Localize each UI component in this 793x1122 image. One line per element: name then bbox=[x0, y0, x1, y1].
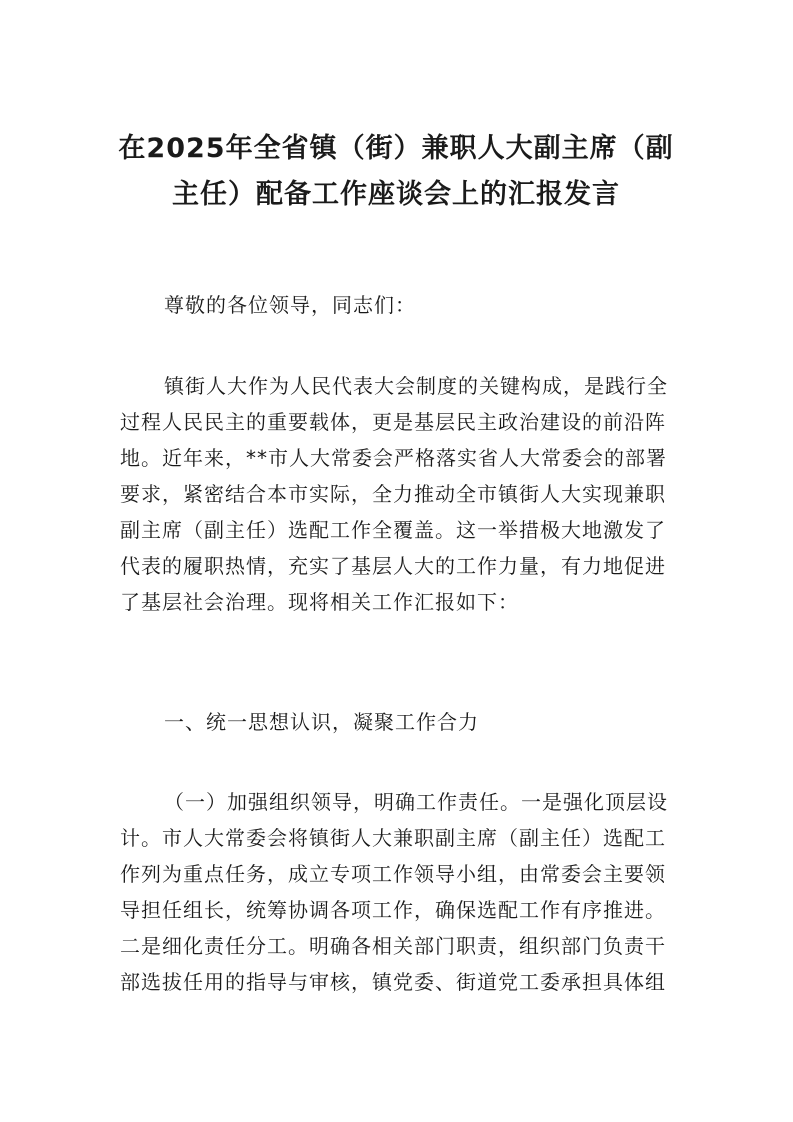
section-heading-1: 一、统一思想认识，凝聚工作合力 bbox=[164, 710, 479, 734]
paragraph-1-line: 要求，紧密结合本市实际，全力推动全市镇街人大实现兼职 bbox=[120, 482, 666, 506]
paragraph-2-line: 计。市人大常委会将镇街人大兼职副主席（副主任）选配工 bbox=[120, 826, 666, 850]
title-line-1: 在2025年全省镇（街）兼职人大副主席（副 bbox=[118, 133, 674, 164]
paragraph-1-line: 了基层社会治理。现将相关工作汇报如下： bbox=[120, 590, 519, 614]
greeting: 尊敬的各位领导，同志们： bbox=[164, 293, 416, 317]
paragraph-2-line: 部选拔任用的指导与审核，镇党委、街道党工委承担具体组 bbox=[120, 970, 666, 994]
paragraph-1-line: 副主席（副主任）选配工作全覆盖。这一举措极大地激发了 bbox=[120, 518, 666, 542]
paragraph-2 bbox=[120, 784, 676, 1000]
paragraph-2-line: （一）加强组织领导，明确工作责任。一是强化顶层设 bbox=[164, 790, 668, 814]
document-title bbox=[96, 126, 696, 218]
paragraph-1-line: 镇街人大作为人民代表大会制度的关键构成，是践行全 bbox=[164, 374, 668, 398]
paragraph-1-line: 地。近年来，**市人大常委会严格落实省人大常委会的部署 bbox=[120, 446, 667, 470]
paragraph-1-line: 代表的履职热情，充实了基层人大的工作力量，有力地促进 bbox=[120, 554, 666, 578]
title-line-2: 主任）配备工作座谈会上的汇报发言 bbox=[172, 179, 620, 210]
paragraph-1 bbox=[120, 368, 676, 620]
paragraph-2-line: 作列为重点任务，成立专项工作领导小组，由常委会主要领 bbox=[120, 862, 666, 886]
paragraph-1-line: 过程人民民主的重要载体，更是基层民主政治建设的前沿阵 bbox=[120, 410, 666, 434]
paragraph-2-line: 导担任组长，统筹协调各项工作，确保选配工作有序推进。 bbox=[120, 898, 666, 922]
paragraph-2-line: 二是细化责任分工。明确各相关部门职责，组织部门负责干 bbox=[120, 934, 666, 958]
